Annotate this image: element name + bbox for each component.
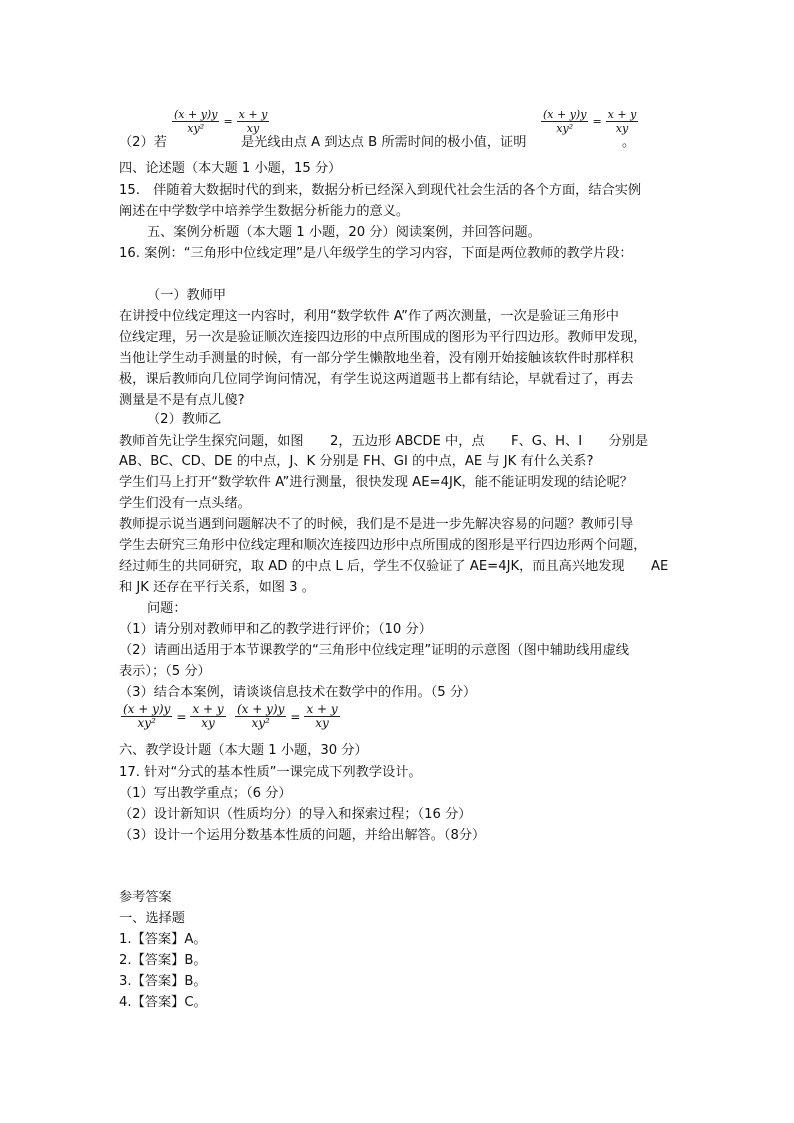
formula-den: xy² (556, 122, 574, 135)
teacher-a-line-2: 位线定理，另一次是验证顺次连接四边形的中点所围成的图形为平行四边形。教师甲发现， (119, 330, 647, 345)
formula-3 (121, 703, 226, 730)
teacher-a-line-4: 极，课后教师向几位同学询问情况，有学生说这两道题书上都有结论，早就看过了，再去 (119, 372, 634, 387)
formula-eq: = (223, 115, 233, 128)
q17-part-2: （2）设计新知识（性质均分）的导入和探索过程；（16 分） (119, 807, 472, 822)
answer-3: 3.【答案】B。 (119, 974, 207, 989)
formula-num: x + y (306, 702, 338, 716)
q2-prefix: （2）若 (119, 135, 167, 150)
q15-line-1: 15. 伴随着大数据时代的到来，数据分析已经深入到现代社会生活的各个方面，结合实例 (119, 183, 642, 198)
answers-section-1: 一、选择题 (119, 911, 185, 926)
answer-2: 2.【答案】B。 (119, 953, 207, 968)
formula-den: xy (315, 716, 329, 730)
formula-num: x + y (607, 108, 637, 121)
formula-eq: = (176, 709, 187, 724)
formula-num: (x + y)y (543, 108, 587, 121)
question-1: （1）请分别对教师甲和乙的教学进行评价；（10 分） (119, 622, 432, 637)
q16-line-1: 16. 案例：“三角形中位线定理”是八年级学生的学习内容，下面是两位教师的教学片段： (119, 246, 633, 261)
answers-title: 参考答案 (119, 890, 172, 905)
formula-den: xy (246, 122, 260, 135)
section-6-title: 六、教学设计题（本大题 1 小题，30 分） (119, 743, 368, 758)
teacher-b-heading: （2）教师乙 (147, 412, 222, 427)
teacher-a-heading: （一）教师甲 (147, 288, 227, 303)
answer-4: 4.【答案】C。 (119, 995, 207, 1010)
formula-eq: = (290, 709, 301, 724)
formula-den: xy (201, 716, 215, 730)
q2-end: 。 (622, 135, 636, 150)
formula-den: xy (615, 122, 629, 135)
teacher-b-line-4: 学生们没有一点头绪。 (119, 496, 251, 511)
teacher-b-line-7: 经过师生的共同研究，取 AD 的中点 L 后，学生不仅验证了 AE=4JK，而且高兴地发现 AE (119, 559, 669, 574)
formula-eq: = (592, 115, 602, 128)
questions-label: 问题： (147, 601, 187, 616)
teacher-b-line-5: 教师提示说当遇到问题解决不了的时候，我们是不是进一步先解决容易的问题？教师引导 (119, 517, 634, 532)
formula-2 (541, 108, 638, 135)
teacher-a-line-3: 当他让学生动手测量的时候，有一部分学生懒散地坐着，没有刚开始接触该软件时那样积 (119, 351, 634, 366)
teacher-b-line-8: 和 JK 还存在平行关系，如图 3 。 (119, 580, 315, 595)
teacher-b-line-6: 学生去研究三角形中位线定理和顺次连接四边形中点所围成的图形是平行四边形两个问题， (119, 538, 647, 553)
section-5-title: 五、案例分析题（本大题 1 小题，20 分）阅读案例，并回答问题。 (147, 225, 541, 240)
q17-part-1: （1）写出教学重点；（6 分） (119, 786, 292, 801)
teacher-b-line-3: 学生们马上打开“数学软件 A”进行测量，很快发现 AE=4JK，能不能证明发现的结论呢？ (119, 475, 633, 490)
formula-4 (235, 703, 340, 730)
teacher-a-line-1: 在讲授中位线定理这一内容时，利用“数学软件 A”作了两次测量，一次是验证三角形中 (119, 309, 619, 324)
teacher-b-line-2: AB、BC、CD、DE 的中点，J、K 分别是 FH、GI 的中点，AE 与 JK 有什么关系? (119, 454, 594, 469)
question-2-line-2: 表示）；（5 分） (119, 664, 211, 679)
q15-line-2: 阐述在中学数学中培养学生数据分析能力的意义。 (119, 204, 410, 219)
teacher-b-line-1: 教师首先让学生探究问题，如图 2，五边形 ABCDE 中，点 F、G、H、I 分别是 (119, 434, 649, 449)
formula-num: (x + y)y (123, 702, 171, 716)
teacher-a-line-5: 测量是不是有点儿傻? (119, 393, 245, 408)
formula-den: xy² (137, 716, 156, 730)
answer-1: 1.【答案】A。 (119, 932, 207, 947)
formula-num: (x + y)y (174, 108, 218, 121)
q17-stem: 17. 针对“分式的基本性质”一课完成下列教学设计。 (119, 765, 422, 780)
formula-num: (x + y)y (237, 702, 285, 716)
formula-den: xy² (187, 122, 205, 135)
formula-num: x + y (238, 108, 268, 121)
formula-num: x + y (192, 702, 224, 716)
section-4-title: 四、论述题（本大题 1 小题，15 分） (119, 161, 342, 176)
formula-den: xy² (251, 716, 270, 730)
question-3: （3）结合本案例，请谈谈信息技术在数学中的作用。（5 分） (119, 685, 477, 700)
question-2-line-1: （2）请画出适用于本节课教学的“三角形中位线定理”证明的示意图（图中辅助线用虚线 (119, 643, 629, 658)
q2-middle: 是光线由点 A 到达点 B 所需时间的极小值，证明 (241, 135, 527, 150)
q17-part-3: （3）设计一个运用分数基本性质的问题，并给出解答。（8分） (119, 828, 486, 843)
formula-1 (172, 108, 269, 135)
